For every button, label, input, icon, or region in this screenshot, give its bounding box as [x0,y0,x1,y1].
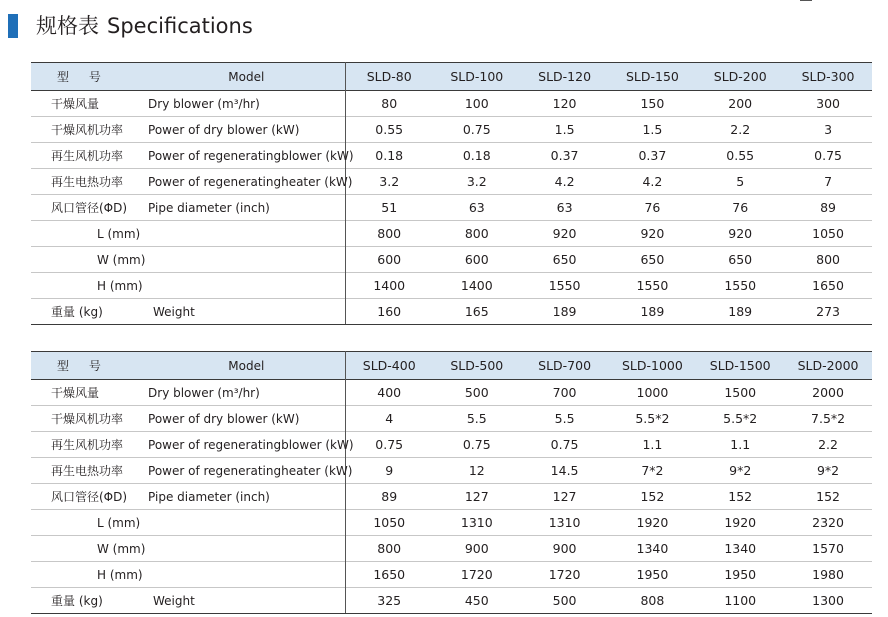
row-label-en: Weight [128,588,345,614]
table-row [31,91,872,117]
table-cell-value: 500 [521,588,609,614]
table-cell-value: 4.2 [609,169,697,195]
table-row [31,588,872,614]
table-cell-value: 0.37 [609,143,697,169]
table-cell-value: 5.5*2 [609,406,697,432]
header-model-name: SLD-150 [609,63,697,91]
table-cell-value: 5.5*2 [696,406,784,432]
table-cell-value: 1310 [433,510,521,536]
table-cell-value: 165 [433,299,521,325]
table-cell-value: 76 [609,195,697,221]
page-title [36,12,253,40]
row-dimension-label: W (mm) [31,536,345,562]
table-cell-value: 120 [521,91,609,117]
table-cell-value: 450 [433,588,521,614]
header-model-name: SLD-120 [521,63,609,91]
row-label-zh: 重量 (kg) [31,299,128,325]
row-label-en: Power of regeneratingheater (kW) [128,458,345,484]
table-cell-value: 1920 [696,510,784,536]
table-row [31,195,872,221]
table-cell-value: 650 [696,247,784,273]
table-cell-value: 1550 [609,273,697,299]
table-cell-value: 5.5 [521,406,609,432]
table-row [31,406,872,432]
table-cell-value: 900 [521,536,609,562]
table-cell-value: 2320 [784,510,872,536]
row-label-en: Dry blower (m³/hr) [128,91,345,117]
table-cell-value: 0.37 [521,143,609,169]
table-cell-value: 1950 [696,562,784,588]
row-label-zh: 再生电热功率 [31,458,128,484]
table-cell-value: 1000 [609,380,697,406]
table-cell-value: 76 [696,195,784,221]
row-label-zh: 重量 (kg) [31,588,128,614]
header-model-name: SLD-80 [345,63,433,91]
table-cell-value: 89 [345,484,433,510]
page-title-en: Specifications [107,14,253,38]
table-cell-value: 5.5 [433,406,521,432]
table-cell-value: 12 [433,458,521,484]
table-cell-value: 7.5*2 [784,406,872,432]
table-header-row [31,352,872,380]
row-label-zh: 干燥风量 [31,91,128,117]
table-cell-value: 920 [609,221,697,247]
table-cell-value: 14.5 [521,458,609,484]
table-cell-value: 89 [784,195,872,221]
table-cell-value: 0.55 [345,117,433,143]
table-cell-value: 1550 [696,273,784,299]
row-dimension-label: H (mm) [31,273,345,299]
corner-crop-mark [800,0,812,3]
table-cell-value: 1050 [784,221,872,247]
row-label-zh: 风口管径(ΦD) [31,484,128,510]
row-dimension-label: W (mm) [31,247,345,273]
table-cell-value: 4.2 [521,169,609,195]
table-cell-value: 3.2 [433,169,521,195]
table-cell-value: 127 [521,484,609,510]
table-cell-value: 3.2 [345,169,433,195]
row-label-en: Pipe diameter (inch) [128,195,345,221]
table-cell-value: 80 [345,91,433,117]
table-cell-value: 0.18 [433,143,521,169]
table-cell-value: 0.75 [433,117,521,143]
table-cell-value: 152 [696,484,784,510]
table-cell-value: 2000 [784,380,872,406]
row-label-zh: 再生电热功率 [31,169,128,195]
table-cell-value: 808 [609,588,697,614]
table-cell-value: 1400 [345,273,433,299]
table-cell-value: 800 [433,221,521,247]
header-model-name: SLD-300 [784,63,872,91]
table-cell-value: 1550 [521,273,609,299]
table-cell-value: 9*2 [784,458,872,484]
header-model-name: SLD-200 [696,63,784,91]
table-cell-value: 200 [696,91,784,117]
row-label-zh: 再生风机功率 [31,432,128,458]
table-cell-value: 3 [784,117,872,143]
table-cell-value: 189 [521,299,609,325]
table-cell-value: 500 [433,380,521,406]
table-cell-value: 63 [521,195,609,221]
table-cell-value: 1.1 [696,432,784,458]
spec-table-2 [31,351,872,614]
table-cell-value: 325 [345,588,433,614]
table-row [31,458,872,484]
table-cell-value: 1.5 [521,117,609,143]
table-cell-value: 1400 [433,273,521,299]
table-cell-value: 900 [433,536,521,562]
header-model-name: SLD-2000 [784,352,872,380]
row-label-en: Pipe diameter (inch) [128,484,345,510]
header-model-zh: 型 号 [31,63,128,91]
table-cell-value: 920 [521,221,609,247]
table-cell-value: 2.2 [784,432,872,458]
row-label-en: Weight [128,299,345,325]
table-cell-value: 1500 [696,380,784,406]
table-cell-value: 1.5 [609,117,697,143]
table-cell-value: 1950 [609,562,697,588]
table-cell-value: 152 [784,484,872,510]
table-cell-value: 7 [784,169,872,195]
table-cell-value: 0.75 [345,432,433,458]
table-header-row [31,63,872,91]
table-row [31,432,872,458]
table-row [31,380,872,406]
row-label-en: Power of regeneratingheater (kW) [128,169,345,195]
table-row [31,117,872,143]
table-row [31,484,872,510]
table-cell-value: 1720 [521,562,609,588]
header-model-en: Model [128,352,345,380]
table-cell-value: 1100 [696,588,784,614]
row-label-zh: 干燥风量 [31,380,128,406]
row-dimension-label: L (mm) [31,510,345,536]
table-row [31,169,872,195]
row-label-zh: 风口管径(ΦD) [31,195,128,221]
table-cell-value: 1340 [609,536,697,562]
table-row [31,247,872,273]
table-cell-value: 800 [345,221,433,247]
row-label-en: Dry blower (m³/hr) [128,380,345,406]
table-cell-value: 51 [345,195,433,221]
row-dimension-label: H (mm) [31,562,345,588]
table-cell-value: 300 [784,91,872,117]
table-cell-value: 800 [784,247,872,273]
row-dimension-label: L (mm) [31,221,345,247]
table-row [31,562,872,588]
table-cell-value: 152 [609,484,697,510]
table-cell-value: 100 [433,91,521,117]
table-cell-value: 9*2 [696,458,784,484]
table-cell-value: 1300 [784,588,872,614]
table-cell-value: 1650 [345,562,433,588]
row-label-en: Power of dry blower (kW) [128,117,345,143]
table-cell-value: 600 [433,247,521,273]
table-cell-value: 800 [345,536,433,562]
table-cell-value: 1.1 [609,432,697,458]
table-cell-value: 1920 [609,510,697,536]
header-model-name: SLD-1000 [609,352,697,380]
table-cell-value: 0.18 [345,143,433,169]
table-cell-value: 273 [784,299,872,325]
row-label-zh: 干燥风机功率 [31,117,128,143]
table-cell-value: 1720 [433,562,521,588]
table-cell-value: 920 [696,221,784,247]
table-cell-value: 1650 [784,273,872,299]
table-cell-value: 650 [521,247,609,273]
table-cell-value: 1980 [784,562,872,588]
table-cell-value: 127 [433,484,521,510]
row-label-zh: 干燥风机功率 [31,406,128,432]
table-cell-value: 189 [696,299,784,325]
table-cell-value: 9 [345,458,433,484]
header-model-name: SLD-400 [345,352,433,380]
table-cell-value: 0.75 [784,143,872,169]
table-row [31,536,872,562]
page-title-zh: 规格表 [36,14,99,38]
table-row [31,221,872,247]
table-cell-value: 189 [609,299,697,325]
table-cell-value: 150 [609,91,697,117]
table-cell-value: 5 [696,169,784,195]
row-label-zh: 再生风机功率 [31,143,128,169]
row-label-en: Power of regeneratingblower (kW) [128,432,345,458]
table-cell-value: 650 [609,247,697,273]
table-row [31,510,872,536]
row-label-en: Power of regeneratingblower (kW) [128,143,345,169]
header-model-zh: 型 号 [31,352,128,380]
header-model-name: SLD-500 [433,352,521,380]
table-row [31,143,872,169]
header-model-en: Model [128,63,345,91]
row-label-en: Power of dry blower (kW) [128,406,345,432]
table-cell-value: 63 [433,195,521,221]
table-cell-value: 1340 [696,536,784,562]
table-row [31,273,872,299]
header-model-name: SLD-100 [433,63,521,91]
table-cell-value: 160 [345,299,433,325]
table-cell-value: 0.75 [521,432,609,458]
table-cell-value: 4 [345,406,433,432]
table-cell-value: 0.55 [696,143,784,169]
table-cell-value: 400 [345,380,433,406]
table-cell-value: 1050 [345,510,433,536]
table-cell-value: 1310 [521,510,609,536]
table-row [31,299,872,325]
table-cell-value: 600 [345,247,433,273]
table-cell-value: 2.2 [696,117,784,143]
title-accent-bar [8,14,18,38]
table-cell-value: 1570 [784,536,872,562]
table-cell-value: 700 [521,380,609,406]
header-model-name: SLD-1500 [696,352,784,380]
table-cell-value: 7*2 [609,458,697,484]
header-model-name: SLD-700 [521,352,609,380]
table-cell-value: 0.75 [433,432,521,458]
spec-table-1 [31,62,872,325]
